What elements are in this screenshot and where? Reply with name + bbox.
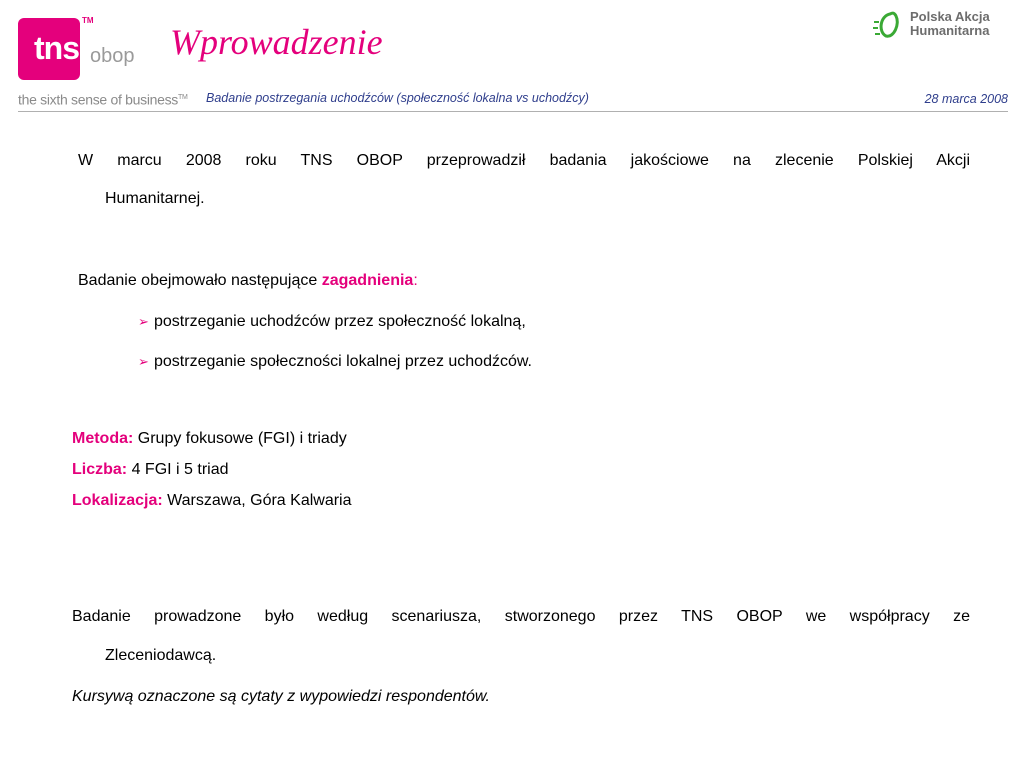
count-row: Liczba: 4 FGI i 5 triad (72, 461, 229, 478)
tagline: the sixth sense of business™ (18, 91, 188, 108)
topics-keyword: zagadnienia (321, 272, 414, 289)
method-row: Metoda: Grupy fokusowe (FGI) i triady (72, 430, 347, 447)
scenario-paragraph: Badanie prowadzone było według scenariusza, stworzonego przez TNS OBOP we współpracy ze (72, 608, 970, 625)
pah-logo-text: Polska Akcja Humanitarna (910, 9, 990, 38)
page-subtitle: Badanie postrzegania uchodźców (społeczność lokalna vs uchodźcy) (206, 91, 589, 105)
location-row: Lokalizacja: Warszawa, Góra Kalwaria (72, 492, 352, 509)
italic-note: Kursywą oznaczone są cytaty z wypowiedzi respondentów. (72, 688, 490, 705)
obop-logo-text: obop (90, 45, 135, 67)
topics-intro: Badanie obejmowało następujące zagadnienia: (78, 272, 418, 289)
list-item: ➢ postrzeganie uchodźców przez społeczność lokalną, (138, 311, 526, 333)
pah-logo-icon (870, 10, 906, 42)
list-item: ➢ postrzeganie społeczności lokalnej przez uchodźców. (138, 351, 532, 373)
arrow-bullet-icon: ➢ (138, 354, 149, 369)
tns-logo-text: tns (34, 30, 79, 66)
tns-trademark: TM (82, 16, 94, 25)
intro-paragraph: W marcu 2008 roku TNS OBOP przeprowadził badania jakościowe na zlecenie Polskiej Akcji (78, 152, 970, 169)
intro-paragraph-cont: Humanitarnej. (105, 190, 205, 207)
arrow-bullet-icon: ➢ (138, 314, 149, 329)
scenario-paragraph-cont: Zleceniodawcą. (105, 647, 217, 664)
page-title: Wprowadzenie (170, 22, 383, 62)
header-divider (18, 111, 1008, 112)
page-date: 28 marca 2008 (924, 92, 1008, 106)
